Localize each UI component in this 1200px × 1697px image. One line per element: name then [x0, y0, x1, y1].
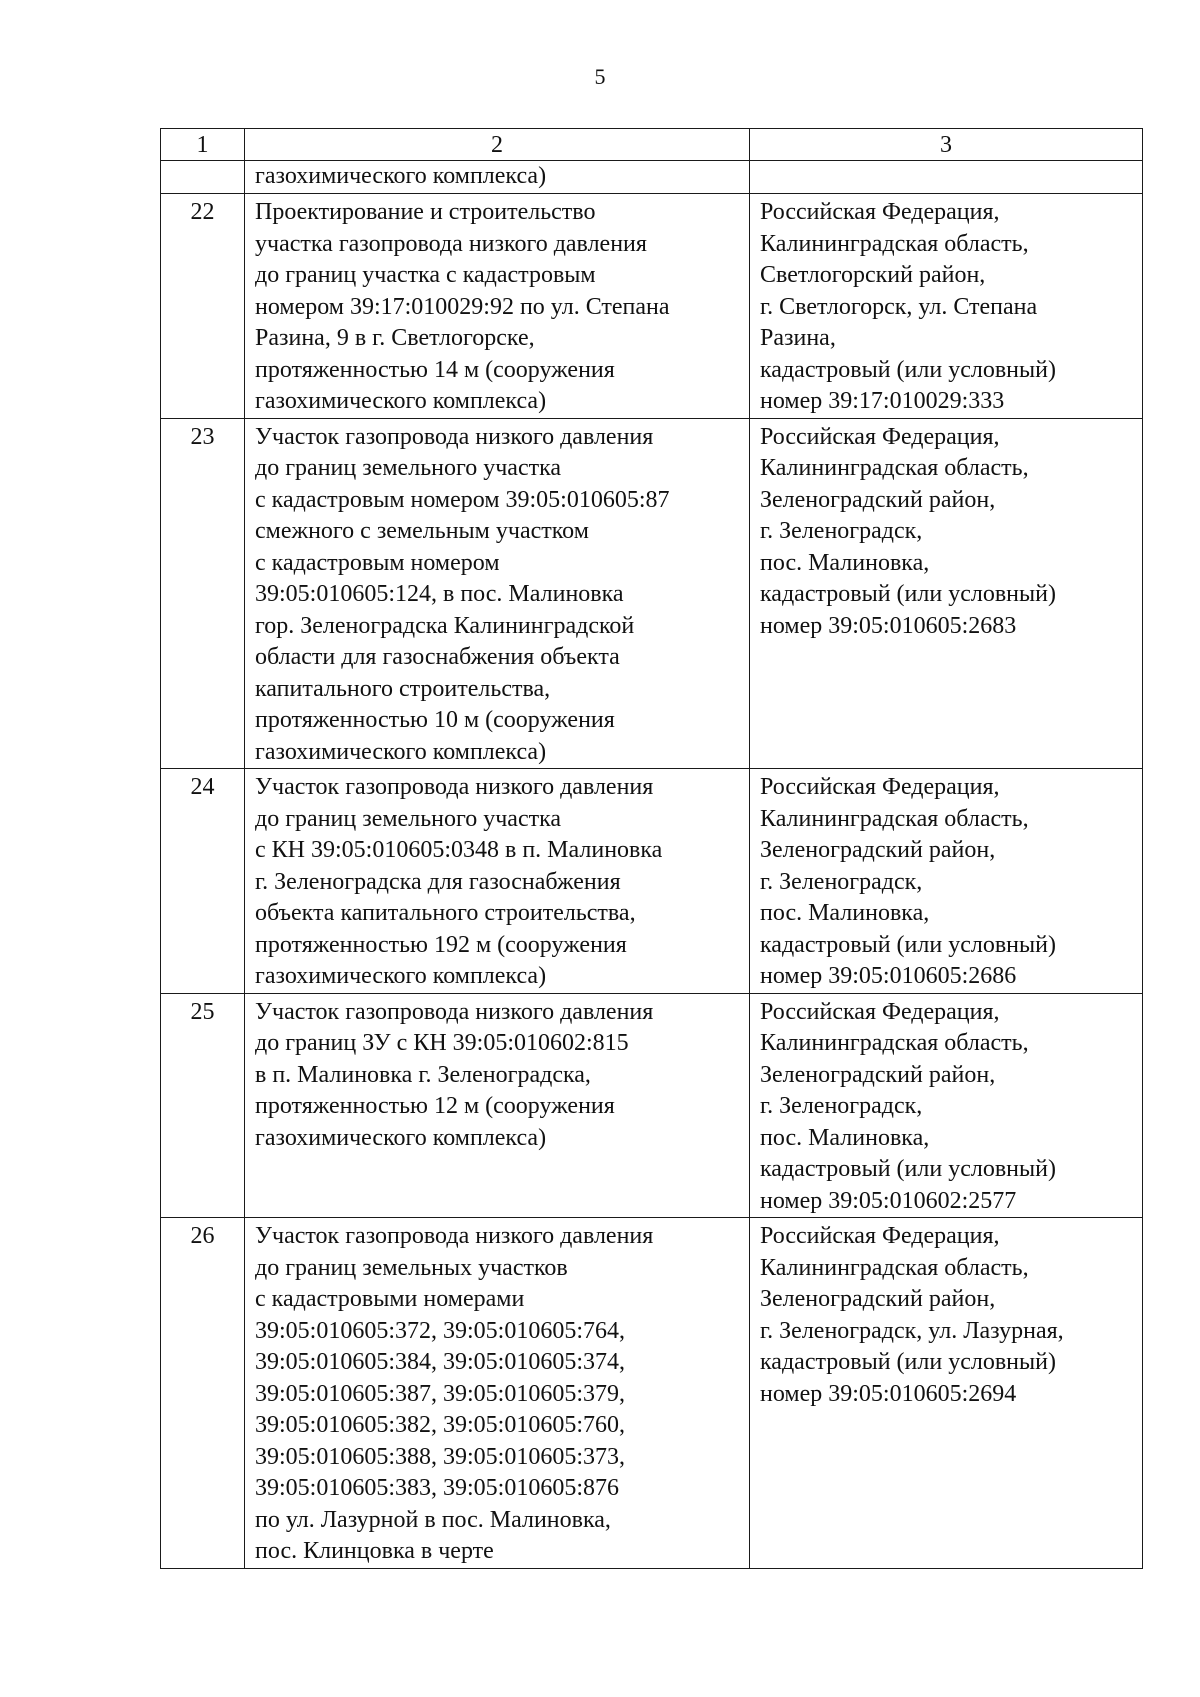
row-address: Российская Федерация, Калининградская область, Зеленоградский район, г. Зеленоградск, пос. Малиновка, кадастровый (или условный) номер 39:05:010602:2577	[750, 993, 1143, 1218]
row-number	[161, 161, 245, 194]
row-description: газохимического комплекса)	[245, 161, 750, 194]
header-row	[161, 129, 1143, 161]
row-address: Российская Федерация, Калининградская область, Зеленоградский район, г. Зеленоградск, ул. Лазурная, кадастровый (или условный) номер 39:05:010605:2694	[750, 1218, 1143, 1569]
page-number: 5	[594, 64, 606, 89]
row-number: 26	[161, 1218, 245, 1569]
row-address: Российская Федерация, Калининградская область, Зеленоградский район, г. Зеленоградск, пос. Малиновка, кадастровый (или условный) номер 39:05:010605:2686	[750, 769, 1143, 994]
table-row	[161, 993, 1143, 1218]
row-number: 24	[161, 769, 245, 994]
row-address: Российская Федерация, Калининградская область, Зеленоградский район, г. Зеленоградск, пос. Малиновка, кадастровый (или условный) номер 39:05:010605:2683	[750, 418, 1143, 769]
table-header	[161, 129, 1143, 161]
row-address	[750, 161, 1143, 194]
row-address: Российская Федерация, Калининградская область, Светлогорский район, г. Светлогорск, ул. Степана Разина, кадастровый (или условный) номер 39:17:010029:333	[750, 194, 1143, 419]
row-number: 22	[161, 194, 245, 419]
table-row	[161, 418, 1143, 769]
registry-table	[160, 128, 1143, 1569]
table-row	[161, 194, 1143, 419]
table-row	[161, 769, 1143, 994]
row-number: 23	[161, 418, 245, 769]
row-description: Проектирование и строительство участка газопровода низкого давления до границ участка с кадастровым номером 39:17:010029:92 по ул. Степана Разина, 9 в г. Светлогорске, протяженностью 14 м (сооружения газохимического комплекса)	[245, 194, 750, 419]
row-description: Участок газопровода низкого давления до границ земельного участка с КН 39:05:010605:0348 в п. Малиновка г. Зеленоградска для газоснабжения объекта капитального строительства, протяженностью 192 м (сооружения газохимического комплекса)	[245, 769, 750, 994]
column-header-description: 2	[245, 129, 750, 161]
row-description: Участок газопровода низкого давления до границ ЗУ с КН 39:05:010602:815 в п. Малиновка г. Зеленоградска, протяженностью 12 м (сооружения газохимического комплекса)	[245, 993, 750, 1218]
row-description: Участок газопровода низкого давления до границ земельного участка с кадастровым номером 39:05:010605:87 смежного с земельным участком с кадастровым номером 39:05:010605:124, в пос. Малиновка гор. Зеленоградска Калининградской области для газоснабжения объекта капитального строительства, протяженностью 10 м (сооружения газохимического комплекса)	[245, 418, 750, 769]
table-body	[161, 161, 1143, 1569]
row-description: Участок газопровода низкого давления до границ земельных участков с кадастровыми номерами 39:05:010605:372, 39:05:010605:764, 39:05:010605:384, 39:05:010605:374, 39:05:010605:387, 39:05:010605:379, 39:05:010605:382, 39:05:010605:760, 39:05:010605:388, 39:05:010605:373, 39:05:010605:383, 39:05:010605:876 по ул. Лазурной в пос. Малиновка, пос. Клинцовка в черте	[245, 1218, 750, 1569]
column-header-number: 1	[161, 129, 245, 161]
table-row	[161, 161, 1143, 194]
row-number: 25	[161, 993, 245, 1218]
column-header-address: 3	[750, 129, 1143, 161]
table-row	[161, 1218, 1143, 1569]
